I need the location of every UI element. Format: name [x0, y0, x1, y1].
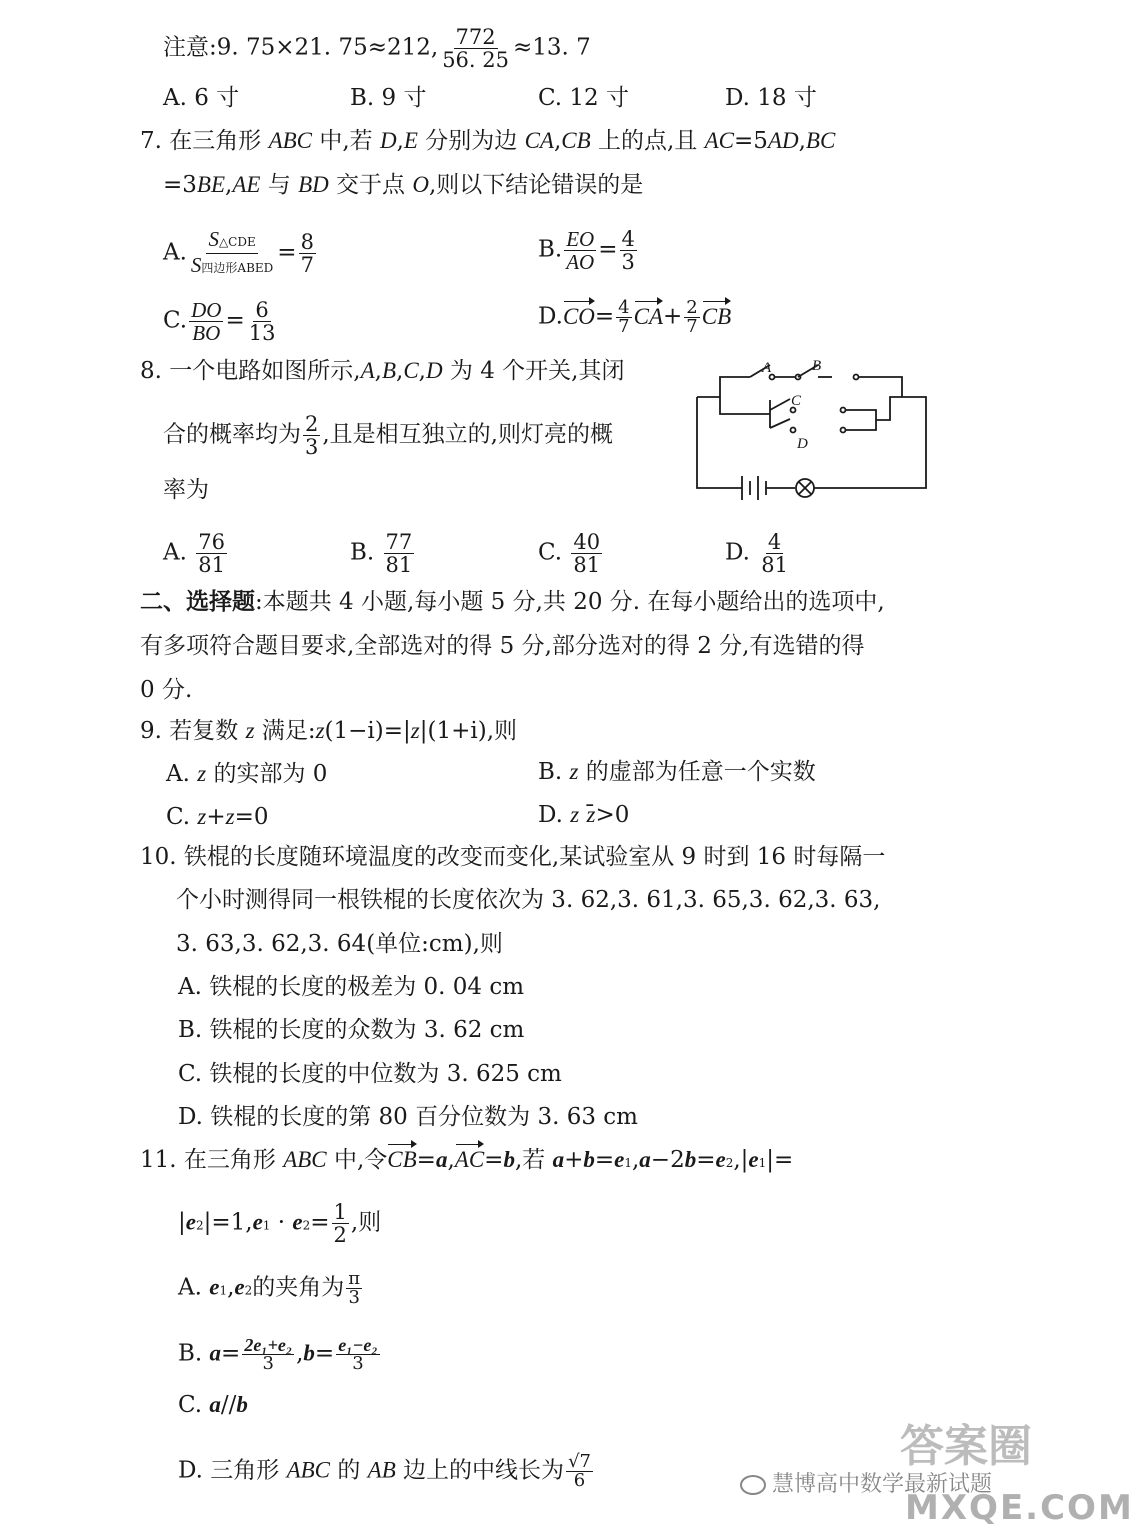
- q9-option-d: D. z z>0: [538, 802, 630, 828]
- q9-option-a: A. z 的实部为 0: [166, 761, 328, 787]
- section2-intro-line2: 有多项符合题目要求,全部选对的得 5 分,部分选对的得 2 分,有选错的得: [140, 633, 865, 659]
- q7-stem-line2: =3BE,AE 与 BD 交于点 O,则以下结论错误的是: [163, 172, 644, 198]
- wechat-icon: [740, 1475, 766, 1495]
- q11-option-a: A. e1,e2的夹角为 $\frac{\pi}{3}$: [178, 1268, 361, 1308]
- q6-note-fraction: $\frac{772}{56. 25}$: [442, 25, 509, 72]
- q8-stem-line1: 8. 一个电路如图所示,A,B,C,D 为 4 个开关,其闭: [140, 358, 625, 384]
- q6-option-b: B. 9 寸: [350, 85, 427, 111]
- q7-option-c: C. $\frac{DO}{BO}$ = $\frac{6}{13}$: [163, 298, 276, 345]
- switch-c-label: C: [791, 393, 802, 409]
- switch-b-label: B: [812, 358, 822, 374]
- q9-stem: 9. 若复数 z 满足:z(1−i)=|z|(1+i),则: [140, 718, 518, 744]
- section2-heading: 二、选择题: [140, 588, 255, 615]
- switch-a-label: A: [762, 360, 772, 376]
- q8-option-c: C. $\frac{40}{81}$: [538, 530, 601, 577]
- q10-option-d: D. 铁棍的长度的第 80 百分位数为 3. 63 cm: [178, 1104, 638, 1130]
- switch-d-label: D: [797, 436, 808, 452]
- watermark-url: MXQE.COM: [905, 1488, 1134, 1528]
- watermark-source: 慧博高中数学最新试题: [740, 1467, 992, 1498]
- q7-option-b: B. $\frac{EO}{AO}$ = $\frac{4}{3}$: [538, 227, 635, 274]
- q7-option-d: D.CO= $\frac{4}{7}$ CA+ $\frac{2}{7}$ CB: [538, 297, 732, 337]
- q9-option-c: C. z+z=0: [166, 804, 269, 830]
- q8-stem-line2: 合的概率均为 $\frac{2}{3}$ ,且是相互独立的,则灯亮的概: [163, 412, 613, 459]
- q11-stem-line2: |e2|=1,e1 · e2= $\frac{1}{2}$ ,则: [178, 1200, 382, 1247]
- q8-stem-line3: 率为: [163, 477, 209, 503]
- q11-option-b: B. a= $\frac{\text{2e₁+e₂}}{3}$ ,b= $\frac{\text{e₁−e₂}}{3}$: [178, 1335, 378, 1374]
- watermark-logo: 答案圈: [900, 1421, 1032, 1472]
- q8-option-a: A. $\frac{76}{81}$: [163, 530, 225, 577]
- q10-stem-line2: 个小时测得同一根铁棍的长度依次为 3. 62,3. 61,3. 65,3. 62,3. 63,: [176, 887, 881, 913]
- q11-stem-line1: 11. 在三角形 ABC 中,令CB=a,AC=b,若 a+b=e1,a−2b=e2,|e1|=: [140, 1147, 794, 1173]
- q7-stem-line1: 7. 在三角形 ABC 中,若 D,E 分别为边 CA,CB 上的点,且 AC=5AD,BC: [140, 128, 836, 154]
- q6-option-c: C. 12 寸: [538, 85, 629, 111]
- q8-option-b: B. $\frac{77}{81}$: [350, 530, 413, 577]
- q10-stem-line3: 3. 63,3. 62,3. 64(单位:cm),则: [176, 931, 503, 957]
- q6-note: 注意:9. 75×21. 75≈212, $\frac{772}{56. 25}$ ≈13. 7: [163, 25, 591, 72]
- q6-option-d: D. 18 寸: [725, 85, 817, 111]
- section2-intro-line1: 二、选择题:本题共 4 小题,每小题 5 分,共 20 分. 在每小题给出的选项中,: [140, 588, 885, 615]
- q10-option-a: A. 铁棍的长度的极差为 0. 04 cm: [178, 974, 525, 1000]
- q9-option-b: B. z 的虚部为任意一个实数: [538, 759, 816, 785]
- q11-option-d: D. 三角形 ABC 的 AB 边上的中线长为 $\frac{√7}{6}$: [178, 1451, 591, 1491]
- q10-option-c: C. 铁棍的长度的中位数为 3. 625 cm: [178, 1061, 562, 1087]
- section2-intro-line3: 0 分.: [140, 677, 193, 703]
- q10-option-b: B. 铁棍的长度的众数为 3. 62 cm: [178, 1017, 525, 1043]
- circuit-diagram: [690, 352, 935, 502]
- q10-stem-line1: 10. 铁棍的长度随环境温度的改变而变化,某试验室从 9 时到 16 时每隔一: [140, 844, 886, 870]
- q7-option-a: A. S△CDE S四边形ABED = $\frac{8}{7}$: [163, 227, 314, 277]
- q11-option-c: C. a//b: [178, 1392, 248, 1418]
- q6-option-a: A. 6 寸: [163, 85, 240, 111]
- q8-option-d: D. $\frac{4}{81}$: [725, 530, 788, 577]
- q7-a-area-ratio: S△CDE S四边形ABED: [190, 227, 274, 277]
